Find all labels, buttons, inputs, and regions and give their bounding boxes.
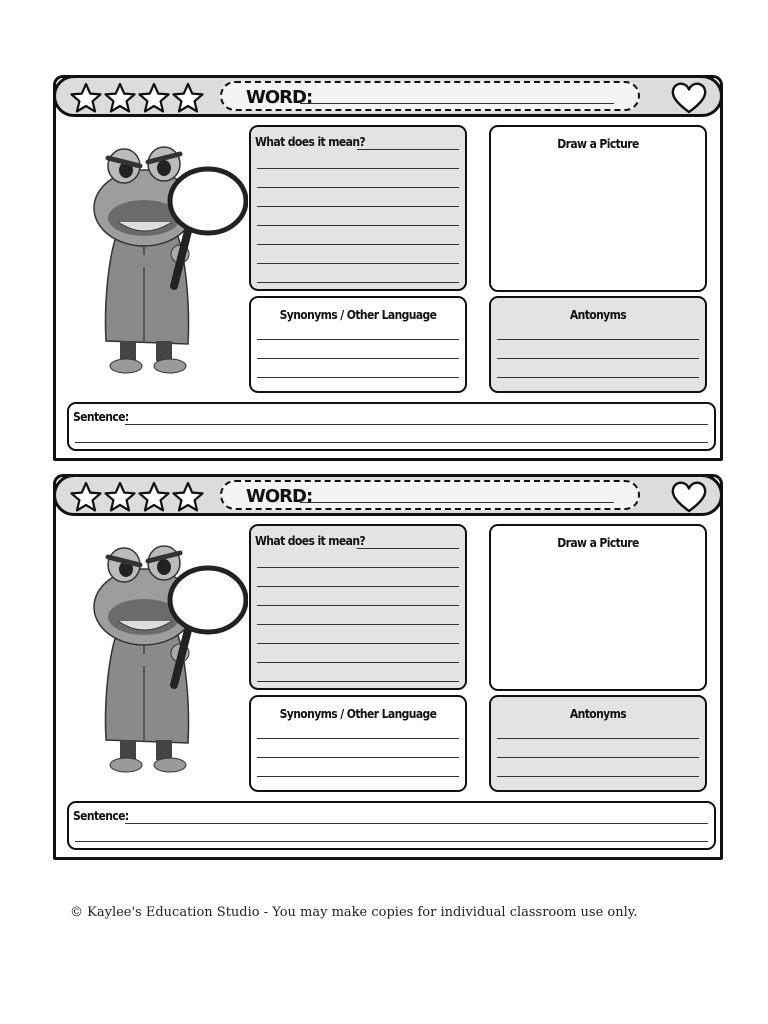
star-icon[interactable] <box>104 481 136 513</box>
meaning-box[interactable] <box>249 125 467 291</box>
meaning-title-line <box>357 149 459 150</box>
star-icon[interactable] <box>70 82 102 114</box>
sentence-box[interactable] <box>67 402 716 451</box>
writing-line <box>257 244 459 245</box>
writing-line <box>257 643 459 644</box>
writing-line <box>257 358 459 359</box>
sentence-box[interactable] <box>67 801 716 850</box>
writing-line <box>257 624 459 625</box>
writing-line <box>257 282 459 283</box>
star-icon[interactable] <box>138 82 170 114</box>
word-line[interactable] <box>300 502 614 503</box>
writing-line <box>257 206 459 207</box>
writing-line <box>497 757 699 758</box>
antonyms-box[interactable] <box>489 296 707 393</box>
star-icon[interactable] <box>172 82 204 114</box>
writing-line <box>257 339 459 340</box>
writing-line <box>257 187 459 188</box>
antonyms-title: Antonyms <box>569 707 627 721</box>
star-icon[interactable] <box>138 481 170 513</box>
picture-title: Draw a Picture <box>557 137 639 151</box>
star-icon[interactable] <box>70 481 102 513</box>
word-field[interactable] <box>220 81 640 111</box>
card-header <box>53 474 723 516</box>
meaning-title: What does it mean? <box>255 135 366 149</box>
writing-line <box>257 168 459 169</box>
writing-line <box>257 681 459 682</box>
heart-icon[interactable] <box>670 81 708 115</box>
writing-line <box>257 225 459 226</box>
synonyms-title: Synonyms / Other Language <box>279 308 437 322</box>
writing-line <box>497 738 699 739</box>
word-field[interactable] <box>220 480 640 510</box>
antonyms-title: Antonyms <box>569 308 627 322</box>
writing-line <box>497 377 699 378</box>
draw-picture-box[interactable] <box>489 524 707 691</box>
word-line[interactable] <box>300 103 614 104</box>
picture-title: Draw a Picture <box>557 536 639 550</box>
card-header <box>53 75 723 117</box>
heart-icon[interactable] <box>670 480 708 514</box>
star-icon[interactable] <box>104 82 136 114</box>
synonyms-title: Synonyms / Other Language <box>279 707 437 721</box>
star-icon[interactable] <box>172 481 204 513</box>
star-rating[interactable] <box>70 82 204 114</box>
copyright-footer: © Kaylee's Education Studio - You may make copies for individual classroom use only. <box>70 905 638 920</box>
writing-line <box>257 263 459 264</box>
draw-picture-box[interactable] <box>489 125 707 292</box>
writing-line <box>497 776 699 777</box>
writing-line <box>125 823 708 824</box>
vocabulary-card <box>53 474 723 860</box>
word-label: WORD: <box>246 486 313 507</box>
frog-detective-icon <box>78 535 248 775</box>
writing-line <box>257 738 459 739</box>
writing-line <box>257 586 459 587</box>
vocabulary-card <box>53 75 723 461</box>
synonyms-box[interactable] <box>249 695 467 792</box>
star-rating[interactable] <box>70 481 204 513</box>
writing-line <box>125 424 708 425</box>
word-label: WORD: <box>246 87 313 108</box>
writing-line <box>257 567 459 568</box>
sentence-label: Sentence: <box>73 410 129 424</box>
writing-line <box>75 442 708 443</box>
writing-line <box>75 841 708 842</box>
antonyms-box[interactable] <box>489 695 707 792</box>
writing-line <box>257 776 459 777</box>
meaning-title-line <box>357 548 459 549</box>
meaning-box[interactable] <box>249 524 467 690</box>
meaning-title: What does it mean? <box>255 534 366 548</box>
writing-line <box>257 605 459 606</box>
writing-line <box>257 757 459 758</box>
writing-line <box>497 358 699 359</box>
writing-line <box>257 662 459 663</box>
synonyms-box[interactable] <box>249 296 467 393</box>
writing-line <box>497 339 699 340</box>
writing-line <box>257 377 459 378</box>
frog-detective-icon <box>78 136 248 376</box>
sentence-label: Sentence: <box>73 809 129 823</box>
